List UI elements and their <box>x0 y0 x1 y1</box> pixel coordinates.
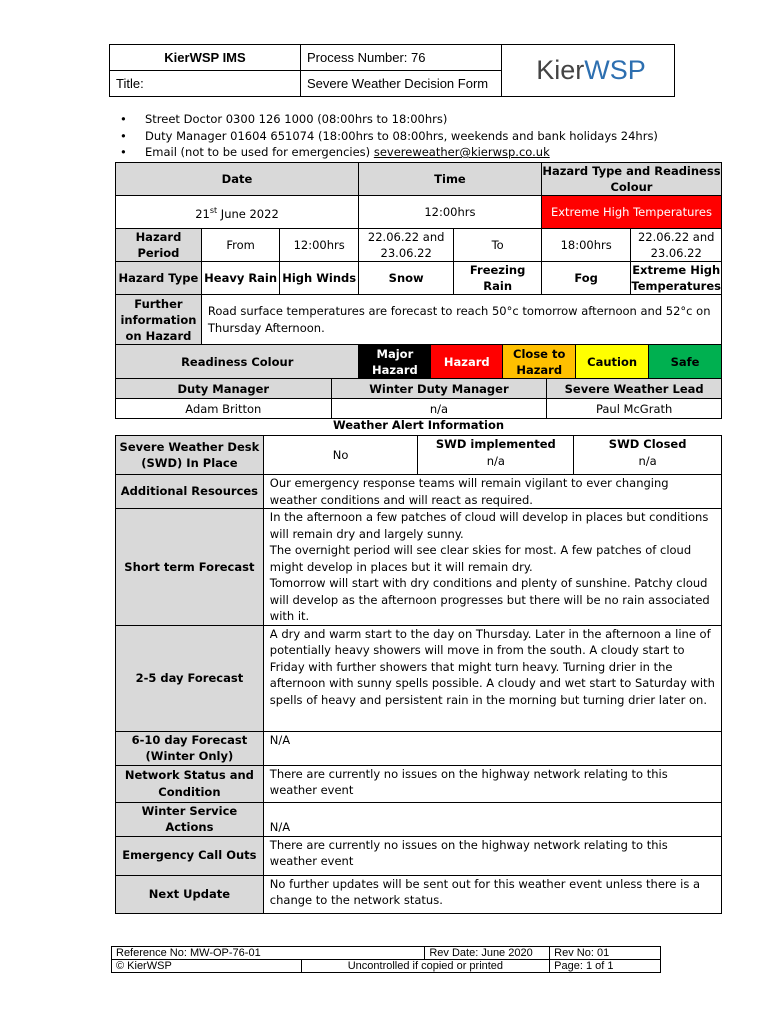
swd-value: No <box>263 436 418 475</box>
kierwsp-logo <box>502 45 675 97</box>
winter-service-text: N/A <box>263 802 721 836</box>
network-status-text: There are currently no issues on the highway network relating to this weather event <box>263 765 721 802</box>
next-update-text: No further updates will be sent out for this weather event unless there is a change to the network status. <box>263 875 721 913</box>
from-date: 22.06.22 and 23.06.22 <box>358 229 453 262</box>
type-snow: Snow <box>358 262 453 295</box>
to-label: To <box>454 229 542 262</box>
page-number: Page: 1 of 1 <box>550 960 661 973</box>
readiness-major-hazard: Major Hazard <box>359 345 431 379</box>
document-header <box>109 44 675 97</box>
reference-number: Reference No: MW-OP-76-01 <box>112 947 425 960</box>
logo-wsp: WSP <box>584 55 646 85</box>
winter-duty-value: n/a <box>331 399 547 419</box>
hazard-value: Extreme High Temperatures <box>541 196 721 229</box>
weather-alert-table <box>115 435 722 914</box>
weather-alert-title: Weather Alert Information <box>332 418 505 432</box>
process-number: Process Number: 76 <box>301 45 502 71</box>
hazard-summary-table <box>115 162 722 345</box>
title-value: Severe Weather Decision Form <box>301 71 502 97</box>
personnel-table <box>115 378 722 419</box>
emergency-callouts-label: Emergency Call Outs <box>116 836 264 875</box>
logo-kier: Kier <box>536 55 585 85</box>
six-ten-day-label: 6-10 day Forecast (Winter Only) <box>116 731 264 765</box>
sw-lead-label: Severe Weather Lead <box>547 379 722 399</box>
type-high-winds: High Winds <box>280 262 359 295</box>
time-value: 12:00hrs <box>358 196 541 229</box>
from-time: 12:00hrs <box>280 229 359 262</box>
sw-lead-value: Paul McGrath <box>547 399 722 419</box>
duty-manager-label: Duty Manager <box>116 379 332 399</box>
next-update-label: Next Update <box>116 875 264 913</box>
rev-date: Rev Date: June 2020 <box>425 947 550 960</box>
date-header: Date <box>116 163 359 196</box>
document-footer <box>111 946 661 973</box>
type-freezing-rain: Freezing Rain <box>454 262 542 295</box>
copyright: © KierWSP <box>112 960 302 973</box>
rev-number: Rev No: 01 <box>550 947 661 960</box>
uncontrolled-notice: Uncontrolled if copied or printed <box>301 960 550 973</box>
type-fog: Fog <box>541 262 630 295</box>
contact-list <box>120 111 720 161</box>
additional-resources-text: Our emergency response teams will remain vigilant to ever changing weather conditions and will react as required. <box>263 475 721 509</box>
short-term-label: Short term Forecast <box>116 509 264 626</box>
readiness-caution: Caution <box>576 345 649 379</box>
swd-closed: SWD Closed n/a <box>574 436 722 475</box>
contact-email: • Email (not to be used for emergencies) severeweather@kierwsp.co.uk <box>120 144 720 161</box>
winter-duty-label: Winter Duty Manager <box>331 379 547 399</box>
additional-resources-label: Additional Resources <box>116 475 264 509</box>
contact-street-doctor: • Street Doctor 0300 126 1000 (08:00hrs to 18:00hrs) <box>120 111 720 128</box>
readiness-table <box>115 344 722 379</box>
readiness-hazard: Hazard <box>431 345 503 379</box>
hazard-period-label: Hazard Period <box>116 229 202 262</box>
type-extreme-heat: Extreme High Temperatures <box>631 263 721 293</box>
emergency-callouts-text: There are currently no issues on the highway network relating to this weather event <box>263 836 721 875</box>
type-heavy-rain: Heavy Rain <box>201 262 279 295</box>
contact-duty-manager: • Duty Manager 01604 651074 (18:00hrs to 08:00hrs, weekends and bank holidays 24hrs) <box>120 128 720 145</box>
hazard-type-label: Hazard Type <box>116 262 202 295</box>
readiness-safe: Safe <box>649 345 722 379</box>
system-name: KierWSP IMS <box>110 45 301 71</box>
winter-service-label: Winter Service Actions <box>116 802 264 836</box>
to-date: 22.06.22 and 23.06.22 <box>631 229 722 262</box>
further-info-text: Road surface temperatures are forecast to reach 50°c tomorrow afternoon and 52°c on Thursday Afternoon. <box>201 295 721 345</box>
title-label: Title: <box>110 71 301 97</box>
to-time: 18:00hrs <box>541 229 630 262</box>
hazard-type-header: Hazard Type and Readiness Colour <box>542 164 721 194</box>
time-header: Time <box>358 163 541 196</box>
readiness-close-to-hazard: Close to Hazard <box>503 345 576 379</box>
date-value: 21st June 2022 <box>116 196 359 229</box>
from-label: From <box>201 229 279 262</box>
readiness-label: Readiness Colour <box>116 345 359 379</box>
duty-manager-value: Adam Britton <box>116 399 332 419</box>
two-five-day-text: A dry and warm start to the day on Thursday. Later in the afternoon a line of potentially heavy showers will move in from the south. A cloudy start to Friday with further showers that might turn heavy. Turning drier in the afternoon with sunny spells possible. A cloudy and wet start to Saturday with spells of heavy and persistent rain in the morning but turning drier later on. <box>263 625 721 731</box>
six-ten-day-text: N/A <box>263 731 721 765</box>
network-status-label: Network Status and Condition <box>116 765 264 802</box>
email-link[interactable]: severeweather@kierwsp.co.uk <box>373 145 550 159</box>
short-term-text: In the afternoon a few patches of cloud will develop in places but conditions will remain dry and largely sunny. The overnight period will see clear skies for most. A few patches of cloud might develop in places but it will remain dry. Tomorrow will start with dry conditions and plenty of sunshine. Patchy cloud will develop as the afternoon progresses but there will be no rain associated with it. <box>263 509 721 626</box>
two-five-day-label: 2-5 day Forecast <box>116 625 264 731</box>
swd-label: Severe Weather Desk (SWD) In Place <box>116 436 264 475</box>
further-info-label: Further information on Hazard <box>116 295 202 345</box>
swd-implemented: SWD implemented n/a <box>418 436 574 475</box>
